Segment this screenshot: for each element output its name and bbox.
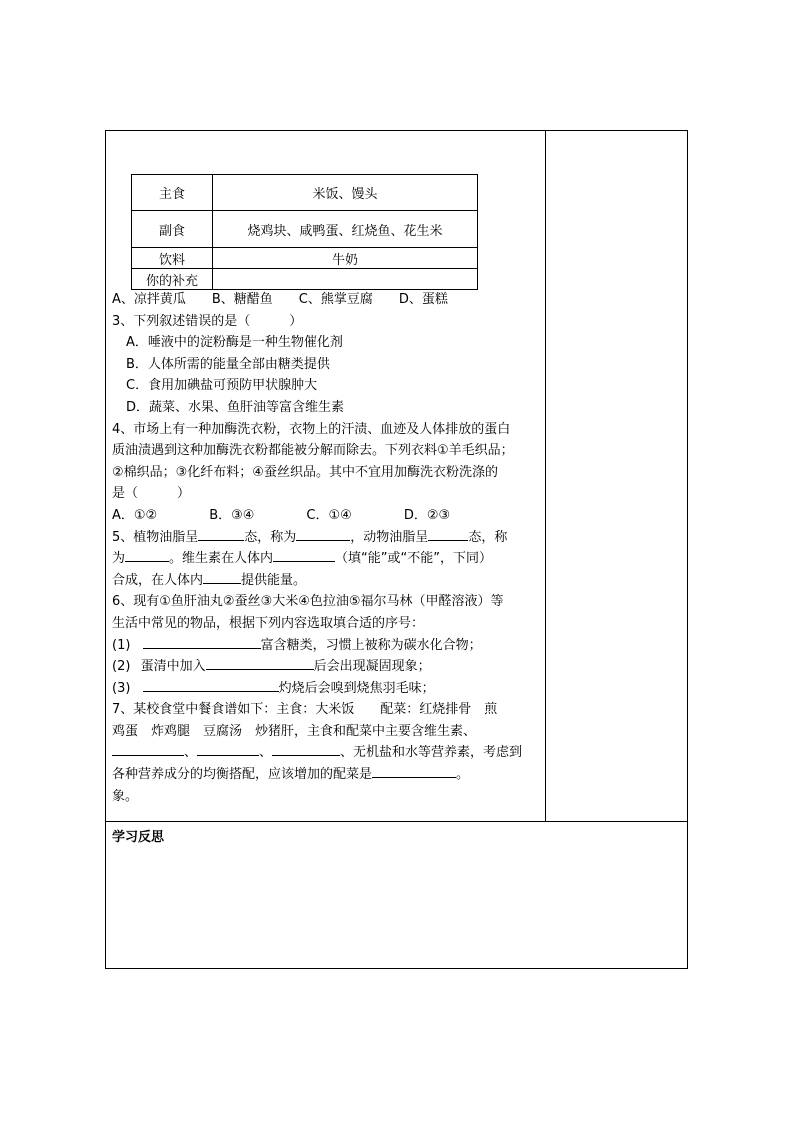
q6-line: 生活中常见的物品，根据下列内容选取填合适的序号： [112,615,425,631]
answer-blank[interactable] [272,742,340,756]
answer-blank[interactable] [372,764,456,778]
answer-blank[interactable] [206,656,314,670]
menu-value: 牛奶 [213,248,478,269]
q5-text: 提供能量。 [241,572,307,588]
answer-blank[interactable] [143,635,261,649]
answer-blank[interactable] [125,548,169,562]
menu-value [213,269,478,290]
answer-blank[interactable] [197,742,259,756]
q7-line: 鸡蛋 炸鸡腿 豆腐汤 炒猪肝，主食和配菜中主要含维生素、 [112,723,477,739]
q6-number: (3) [112,680,131,696]
q7-text: 各种营养成分的均衡搭配，应该增加的配菜是 [112,767,373,783]
right-column-divider [545,130,546,822]
q5-text: 5、植物油脂呈 [112,529,199,545]
q5-text: （填“能”或“不能”，下同） [335,551,492,567]
food-menu-table [131,174,478,290]
q5-line [112,548,544,570]
table-row [132,175,478,211]
q7-line [112,742,544,764]
q6-text: 灼烧后会嗅到烧焦羽毛味； [278,680,435,696]
q3-option-b: B．人体所需的能量全部由糖类提供 [126,356,330,372]
q4-line: 4、市场上有一种加酶洗衣粉，衣物上的汗渍、血迹及人体排放的蛋白 [112,421,511,437]
q4-options: A．①② B．③④ C．①④ D．②③ [112,507,451,523]
q6-subq [112,635,544,657]
q6-subq [112,678,544,700]
q6-text: 富含糖类，习惯上被称为碳水化合物； [260,637,482,653]
q2-options: A、凉拌黄瓜 B、糖醋鱼 C、熊掌豆腐 D、蛋糕 [112,292,448,307]
reflection-divider [105,821,688,822]
q4-line: 是（ ） [112,486,191,502]
q3-option-c: C．食用加碘盐可预防甲状腺肿大 [126,378,318,394]
q5-text: 为 [112,551,126,567]
menu-value: 烧鸡块、咸鸭蛋、红烧鱼、花生米 [213,211,478,248]
q3-option-d: D．蔬菜、水果、鱼肝油等富含维生素 [126,399,345,415]
answer-blank[interactable] [198,527,244,541]
q6-subq [112,656,544,678]
q5-line [112,570,544,592]
q5-text: 态，称 [468,529,508,545]
q6-text: 蛋清中加入 [140,659,206,675]
answer-blank[interactable] [143,678,279,692]
q6-number: (1) [112,637,131,653]
q6-line: 6、现有①鱼肝油丸②蚕丝③大米④色拉油⑤福尔马林（甲醛溶液）等 [112,594,504,610]
answer-blank[interactable] [112,742,184,756]
q5-text: 态，称为 [244,529,297,545]
q6-text: 后会出现凝固现象； [313,659,431,675]
question-text [112,289,544,807]
q3-option-a: A．唾液中的淀粉酶是一种生物催化剂 [126,335,343,351]
q5-text: 。维生素在人体内 [169,551,274,567]
q5-text: 合成，在人体内 [112,572,204,588]
q4-line: ②棉织品；③化纤布料；④蚕丝织品。其中不宜用加酶洗衣粉洗涤的 [112,464,498,480]
menu-value: 米饭、馒头 [213,175,478,211]
menu-label: 副食 [132,211,213,248]
q4-line: 质油渍遇到这种加酶洗衣粉都能被分解而除去。下列衣料①羊毛织品； [112,443,514,459]
table-row [132,211,478,248]
q6-number: (2) [112,659,131,675]
q7-text: 、 [184,745,198,761]
table-row [132,269,478,290]
menu-label: 主食 [132,175,213,211]
q7-text: 、 [259,745,273,761]
q7-line [112,764,544,786]
q7-line: 7、某校食堂中餐食谱如下：主食：大米饭 配菜：红烧排骨 煎 [112,702,498,718]
table-row [132,248,478,269]
q7-line: 象。 [112,788,139,804]
answer-blank[interactable] [296,527,350,541]
q3-stem: 3、下列叙述错误的是（ ） [112,313,303,329]
answer-blank[interactable] [273,548,335,562]
reflection-heading: 学习反思 [112,830,165,845]
q5-text: ，动物油脂呈 [350,529,429,545]
answer-blank[interactable] [203,570,241,584]
answer-blank[interactable] [428,527,468,541]
q5-line [112,527,544,549]
q7-text: 、无机盐和水等营养素，考虑到 [340,745,523,761]
menu-label: 饮料 [132,248,213,269]
menu-label: 你的补充 [132,269,213,290]
q7-text: 。 [456,767,470,783]
